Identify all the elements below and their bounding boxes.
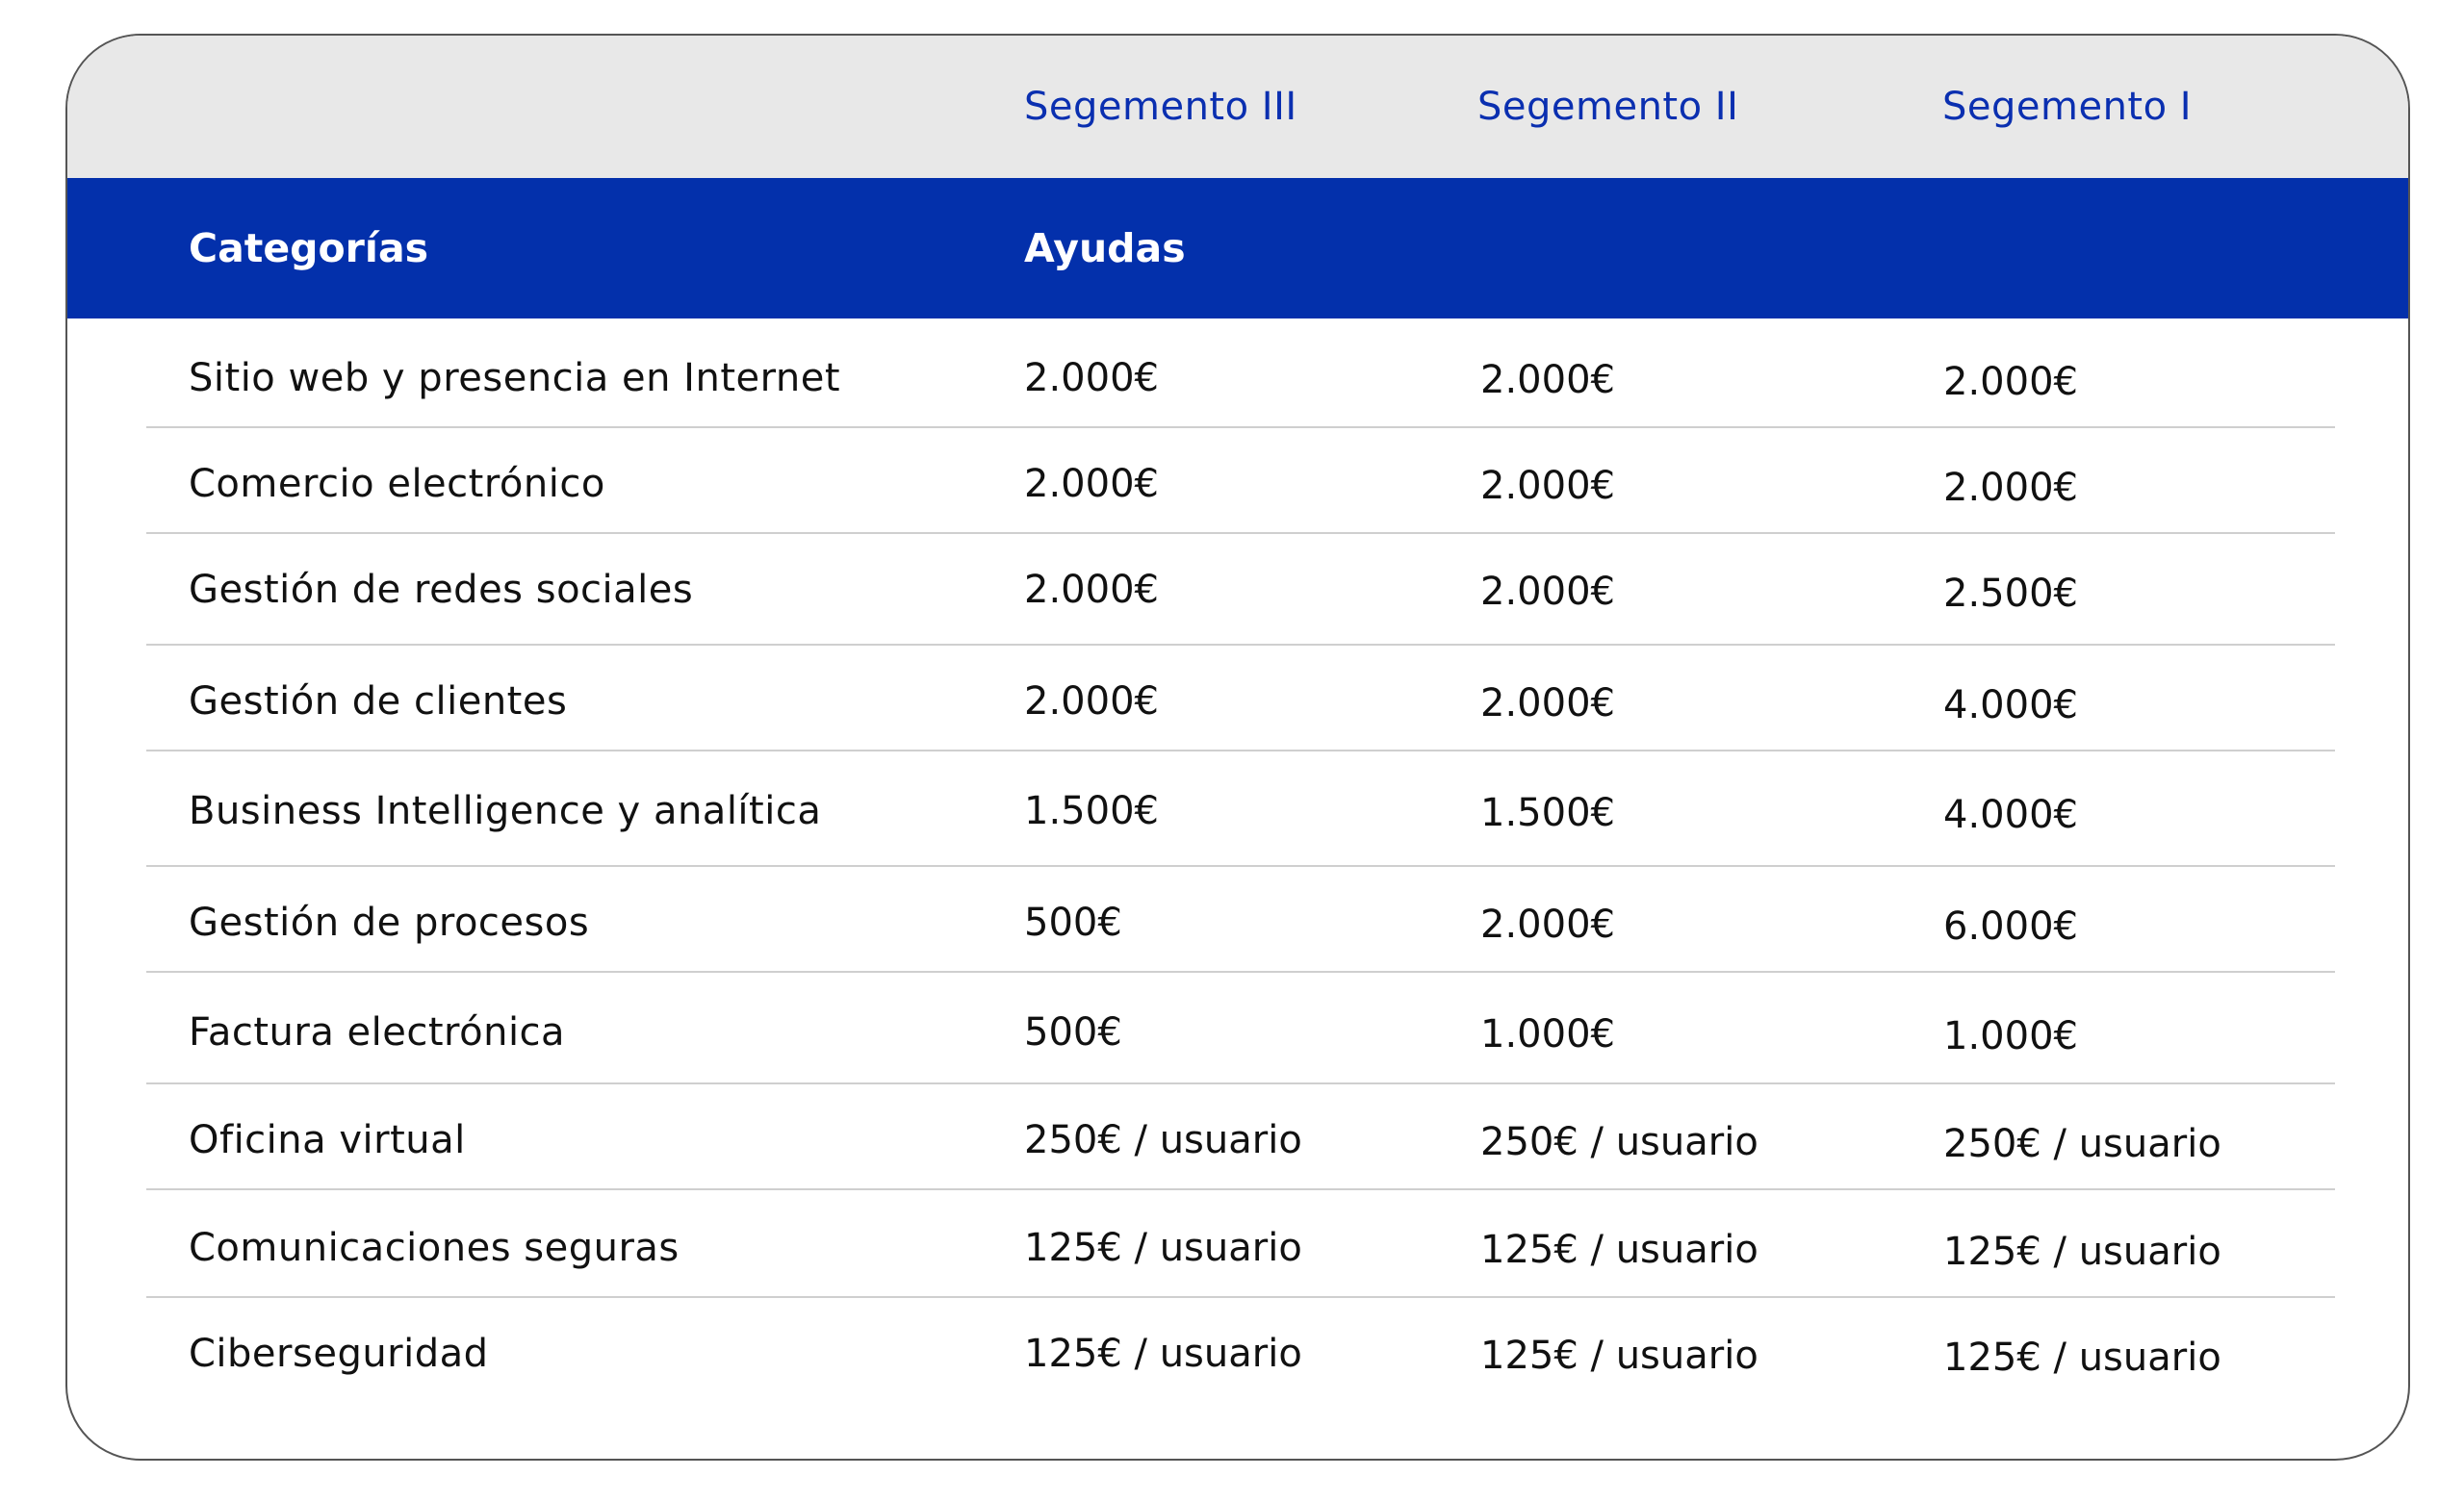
row-category: Comunicaciones seguras (189, 1226, 680, 1270)
row-value-segment-2: 1.000€ (1480, 1012, 1615, 1056)
categories-header: Categorías (189, 225, 429, 271)
row-value-segment-3: 2.000€ (1024, 568, 1159, 612)
table-row (67, 1084, 2408, 1190)
table-row (67, 534, 2408, 646)
table-row (67, 973, 2408, 1084)
row-value-segment-2: 250€ / usuario (1480, 1120, 1758, 1164)
row-category: Ciberseguridad (189, 1332, 489, 1376)
row-value-segment-3: 500€ (1024, 1010, 1122, 1055)
table-row (67, 646, 2408, 751)
row-value-segment-3: 2.000€ (1024, 679, 1159, 724)
row-category: Comercio electrónico (189, 462, 605, 506)
row-value-segment-1: 4.000€ (1943, 793, 2078, 837)
row-value-segment-2: 2.000€ (1480, 464, 1615, 508)
row-value-segment-1: 2.000€ (1943, 466, 2078, 510)
row-value-segment-1: 125€ / usuario (1943, 1230, 2221, 1274)
row-value-segment-3: 500€ (1024, 901, 1122, 945)
segment-1-label: Segemento I (1942, 85, 2193, 129)
row-category: Factura electrónica (189, 1010, 566, 1055)
row-value-segment-3: 1.500€ (1024, 789, 1159, 833)
row-value-segment-1: 250€ / usuario (1943, 1122, 2221, 1166)
segment-header-bar (67, 36, 2408, 178)
row-value-segment-1: 6.000€ (1943, 904, 2078, 949)
row-category: Sitio web y presencia en Internet (189, 356, 841, 400)
row-category: Business Intelligence y analítica (189, 789, 822, 833)
table-row (67, 867, 2408, 973)
table-row (67, 318, 2408, 428)
aid-header: Ayudas (1024, 225, 1186, 271)
aid-table-card (65, 34, 2410, 1461)
row-value-segment-2: 2.000€ (1480, 903, 1615, 947)
row-value-segment-1: 2.500€ (1943, 572, 2078, 616)
row-category: Oficina virtual (189, 1118, 466, 1162)
row-value-segment-2: 2.000€ (1480, 358, 1615, 402)
row-value-segment-1: 125€ / usuario (1943, 1336, 2221, 1380)
row-value-segment-3: 250€ / usuario (1024, 1118, 1302, 1162)
row-value-segment-3: 125€ / usuario (1024, 1226, 1302, 1270)
segment-2-label: Segemento II (1477, 85, 1739, 129)
table-row (67, 1190, 2408, 1298)
table-row (67, 751, 2408, 867)
row-value-segment-3: 125€ / usuario (1024, 1332, 1302, 1376)
table-header (67, 178, 2408, 318)
row-category: Gestión de redes sociales (189, 568, 694, 612)
row-value-segment-3: 2.000€ (1024, 462, 1159, 506)
row-category: Gestión de clientes (189, 679, 568, 724)
row-value-segment-1: 4.000€ (1943, 683, 2078, 727)
row-value-segment-1: 1.000€ (1943, 1014, 2078, 1058)
row-value-segment-3: 2.000€ (1024, 356, 1159, 400)
table-row (67, 1298, 2408, 1423)
table-row (67, 428, 2408, 534)
row-value-segment-2: 125€ / usuario (1480, 1228, 1758, 1272)
row-value-segment-1: 2.000€ (1943, 360, 2078, 404)
row-value-segment-2: 2.000€ (1480, 570, 1615, 614)
row-value-segment-2: 125€ / usuario (1480, 1334, 1758, 1378)
row-value-segment-2: 2.000€ (1480, 681, 1615, 726)
segment-3-label: Segemento III (1024, 85, 1297, 129)
row-value-segment-2: 1.500€ (1480, 791, 1615, 835)
row-category: Gestión de procesos (189, 901, 590, 945)
